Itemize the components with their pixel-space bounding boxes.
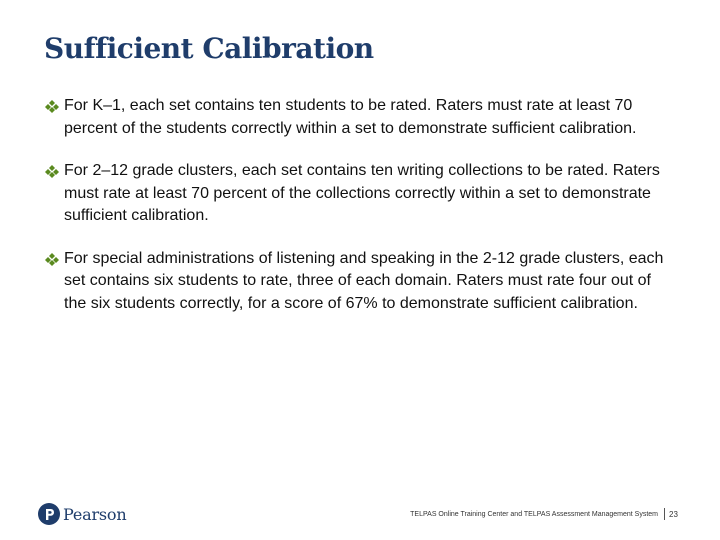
diamond-bullet-icon [45,252,59,266]
pearson-logo [38,502,126,526]
footer-divider [664,508,665,520]
bullet-list [44,95,664,335]
pearson-logo-icon [38,503,60,525]
slide-title: Sufficient Calibration [44,32,374,65]
bullet-text: For K–1, each set contains ten students to be rated. Raters must rate at least 70 percent of the students correctly within a set to demonstrate sufficient calibration. [64,97,637,137]
bullet-item-2 [44,160,664,228]
bullet-item-3 [44,248,664,316]
diamond-bullet-icon [45,99,59,113]
page-number: 23 [669,510,678,519]
footer-caption: TELPAS Online Training Center and TELPAS Assessment Management System [410,511,658,518]
bullet-text: For 2–12 grade clusters, each set contains ten writing collections to be rated. Raters must rate at least 70 percent of the collections correctly within a set to demonstrate sufficient calibration. [64,162,660,224]
pearson-logo-text: Pearson [63,504,127,524]
slide-footer [0,498,720,532]
bullet-item-1 [44,95,664,140]
bullet-text: For special administrations of listening and speaking in the 2-12 grade clusters, each set contains six students to rate, three of each domain. Raters must rate four out of the six students correctly, for a score of 67% to demonstrate sufficient calibration. [64,249,664,312]
diamond-bullet-icon [45,164,59,178]
